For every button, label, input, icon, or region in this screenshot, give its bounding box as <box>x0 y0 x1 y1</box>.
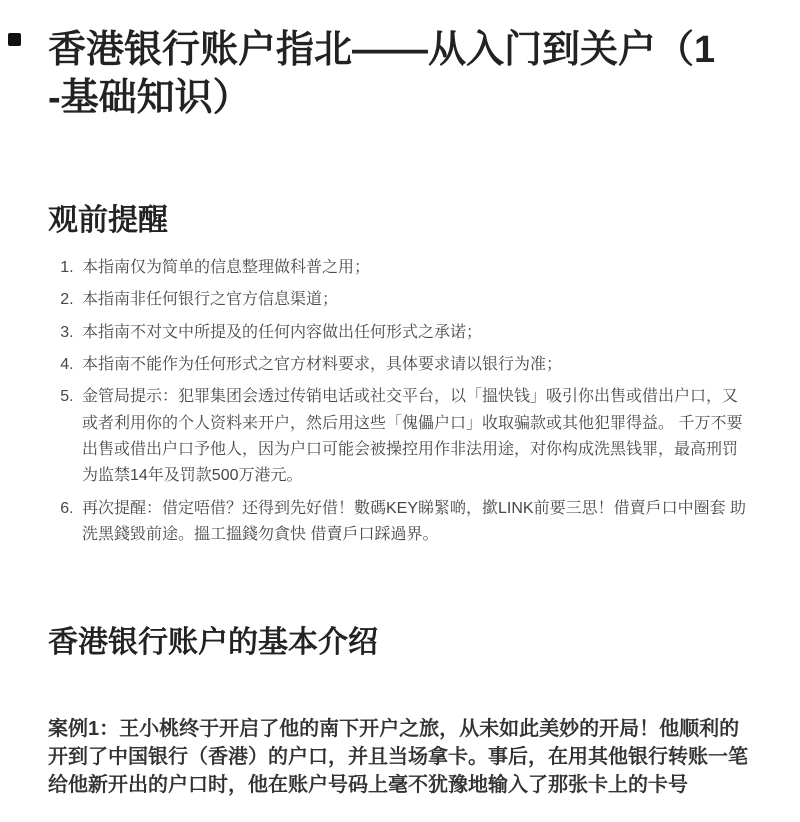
notice-item-5: 5. 金管局提示：犯罪集团会透过传销电话或社交平台，以「搵快钱」吸引你出售或借出户口，又或者利用你的个人资料来开户，然后用这些「傀儡户口」收取骗款或其他犯罪得益。 千万不要出售或借出户口予他人，因为户口可能会被操控用作非法用途，对你构成洗黑钱罪，最高刑罚为监禁14年及罚款500万港元。 <box>78 384 752 490</box>
notice-item-3: 3. 本指南不对文中所提及的任何内容做出任何形式之承诺； <box>78 320 752 346</box>
article-container <box>48 27 752 799</box>
notice-item-2: 2. 本指南非任何银行之官方信息渠道； <box>78 287 752 313</box>
notice-list <box>48 255 752 549</box>
section-heading-notice: 观前提醒 <box>48 203 168 237</box>
page-title: 香港银行账户指北——从入门到关户（1-基础知识） <box>48 29 716 119</box>
corner-logo-mark <box>8 33 21 46</box>
notice-item-1: 1. 本指南仅为简单的信息整理做科普之用； <box>78 255 752 281</box>
case1-paragraph: 案例1：王小桃终于开启了他的南下开户之旅，从未如此美妙的开局！他顺利的开到了中国银行（香港）的户口，并且当场拿卡。事后，在用其他银行转账一笔给他新开出的户口时，他在账户号码上毫不犹豫地输入了那张卡上的卡号 <box>48 717 748 796</box>
section-heading-intro: 香港银行账户的基本介绍 <box>48 625 378 659</box>
notice-item-4: 4. 本指南不能作为任何形式之官方材料要求，具体要求请以银行为准； <box>78 352 752 378</box>
notice-item-6: 6. 再次提醒：借定唔借？还得到先好借！數碼KEY睇緊啲，撳LINK前要三思！借賣戶口中圈套 助洗黑錢毀前途。搵工搵錢勿貪快 借賣戶口踩過界。 <box>78 496 752 549</box>
